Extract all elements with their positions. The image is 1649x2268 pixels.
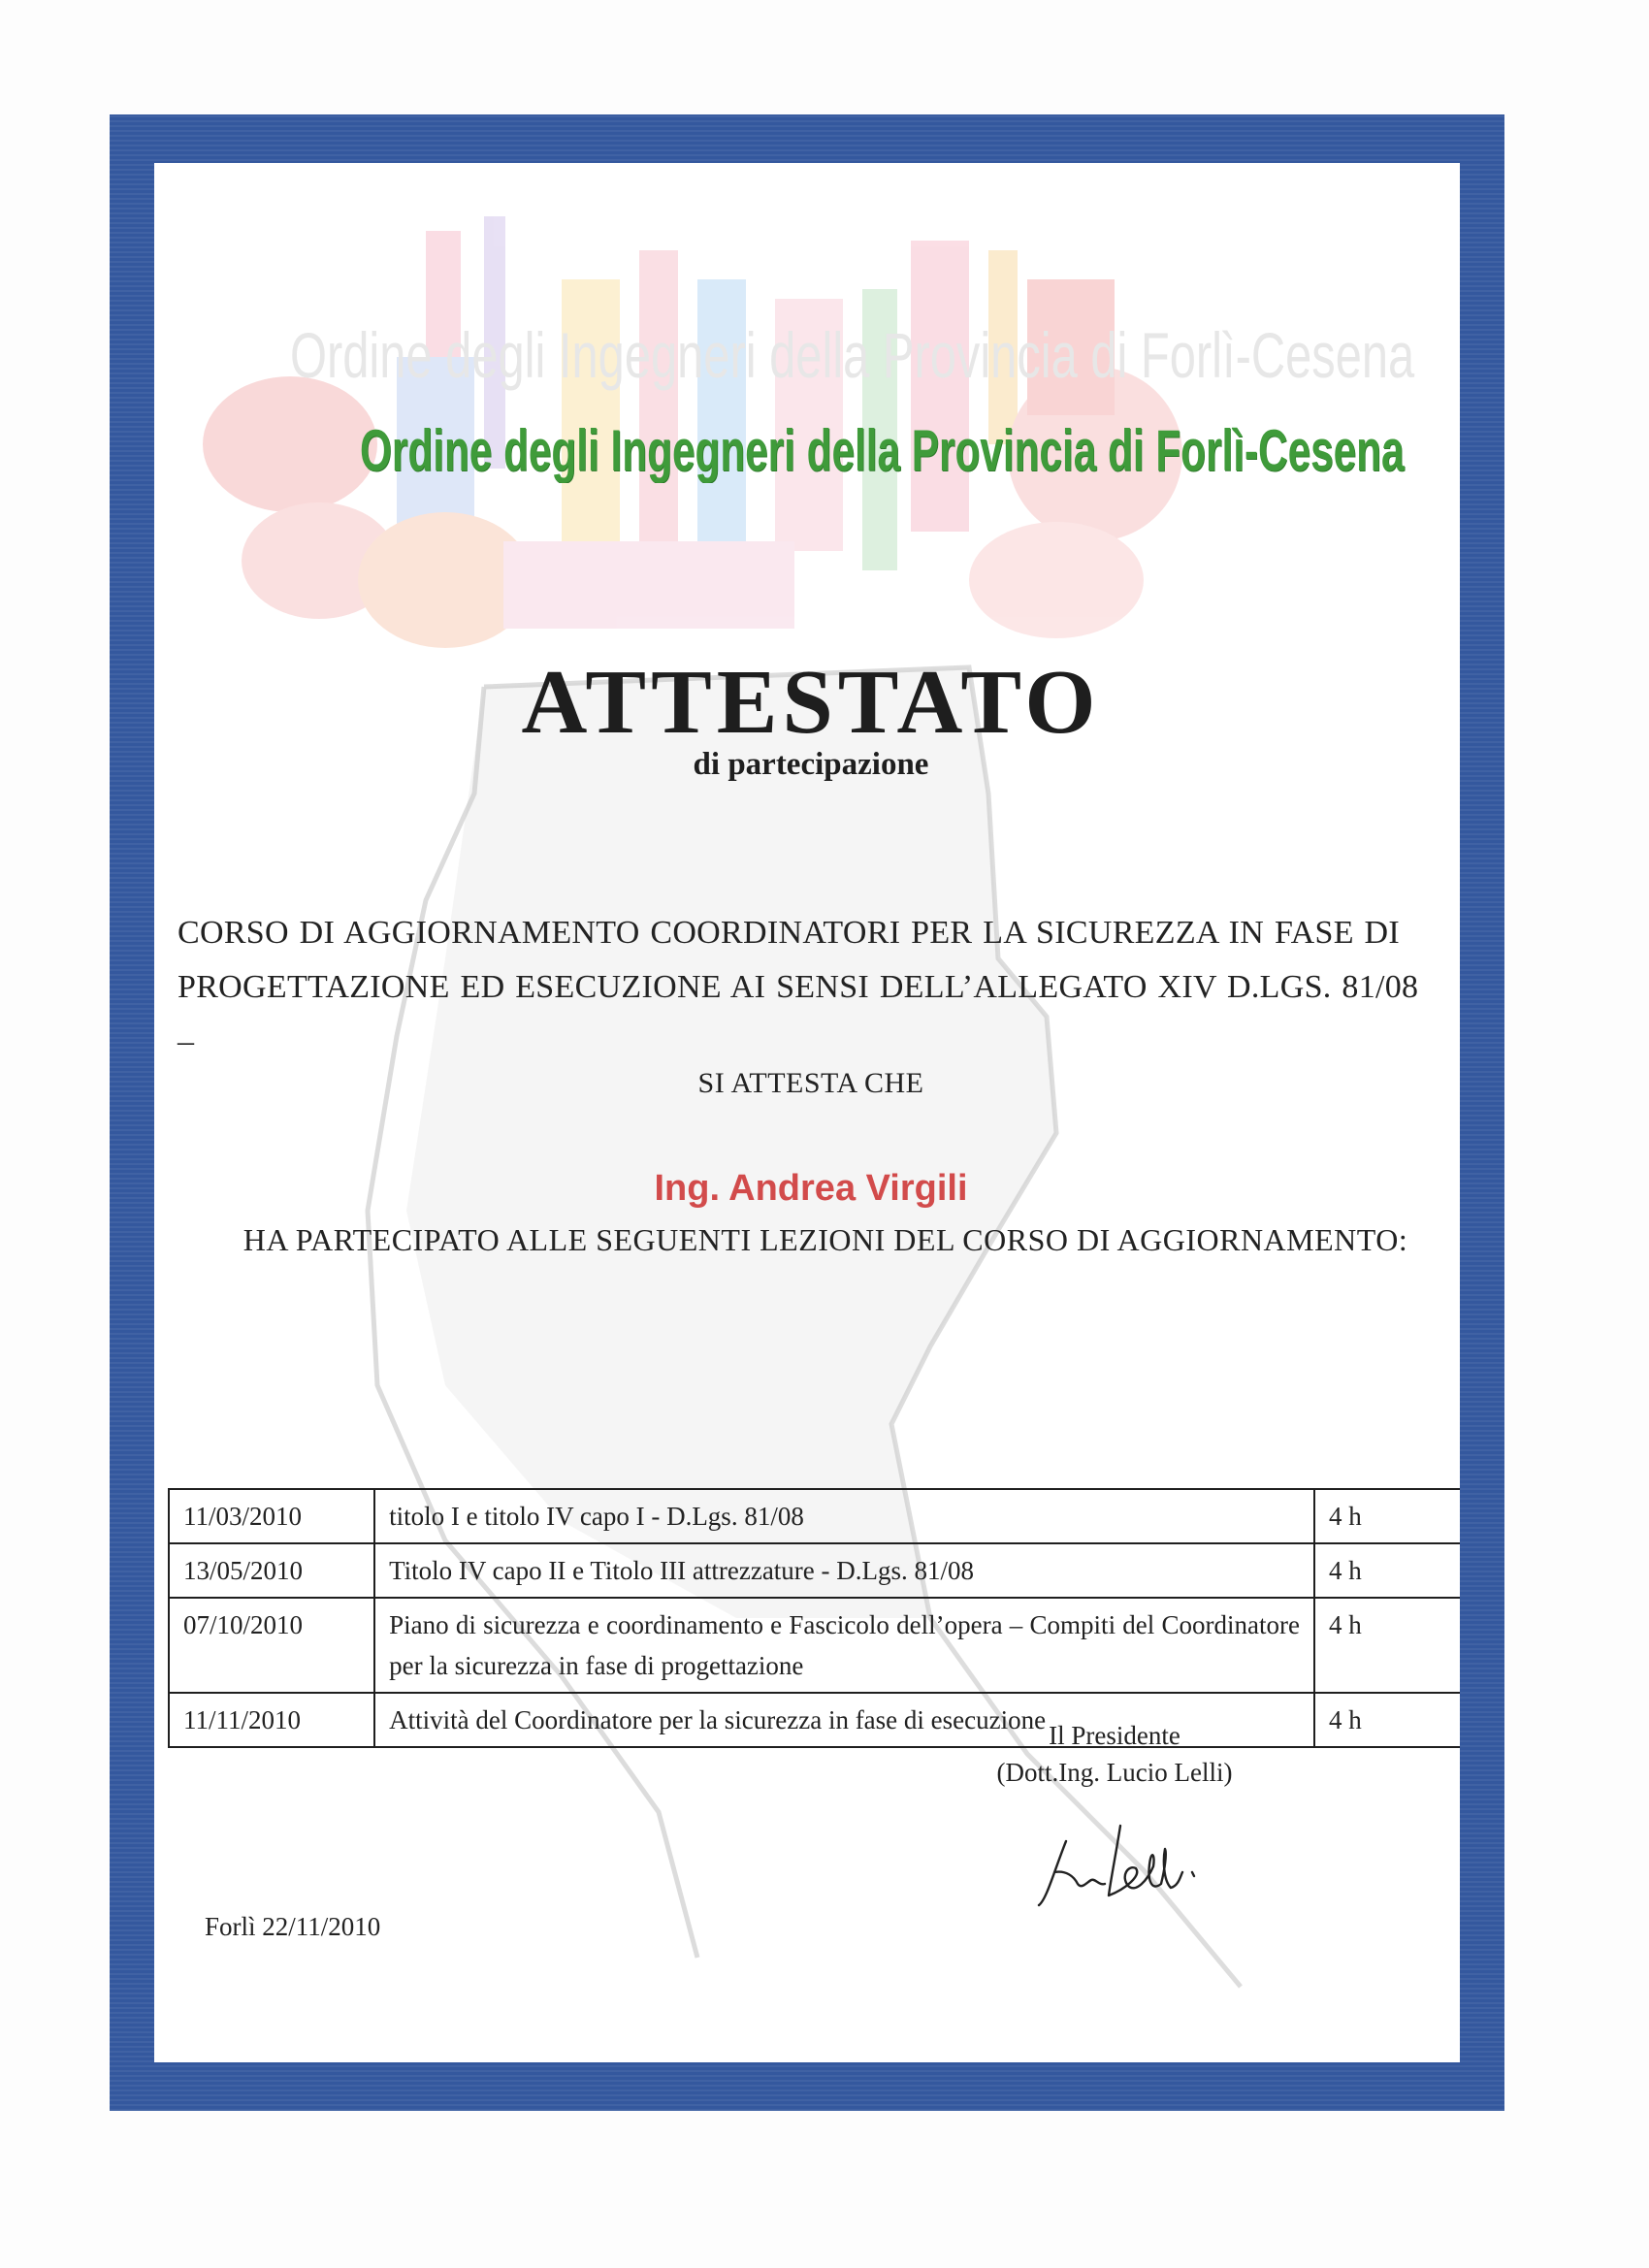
lesson-hours: 4 h bbox=[1314, 1543, 1460, 1598]
certificate-frame bbox=[110, 114, 1504, 2111]
course-description bbox=[178, 906, 1439, 1069]
recipient-name: Ing. Andrea Virgili bbox=[654, 1168, 968, 1209]
lesson-date: 11/11/2010 bbox=[169, 1693, 374, 1747]
place-and-date: Forlì 22/11/2010 bbox=[205, 1912, 381, 1941]
attest-statement: SI ATTESTA CHE bbox=[697, 1067, 924, 1099]
lesson-hours: 4 h bbox=[1314, 1489, 1460, 1543]
certificate-sheet bbox=[154, 163, 1460, 2062]
lesson-date: 07/10/2010 bbox=[169, 1598, 374, 1693]
signatory-block bbox=[921, 1717, 1309, 1791]
lesson-hours: 4 h bbox=[1314, 1598, 1460, 1693]
certificate-subtitle: di partecipazione bbox=[693, 747, 929, 782]
lesson-date: 13/05/2010 bbox=[169, 1543, 374, 1598]
lesson-topic: Attività del Coordinatore per la sicurezza in fase di esecuzione bbox=[374, 1693, 1314, 1747]
table-row bbox=[169, 1543, 1460, 1598]
lesson-topic: Piano di sicurezza e coordinamento e Fascicolo dell’opera – Compiti del Coordinatore per la sicurezza in fase di progettazione bbox=[374, 1598, 1314, 1693]
lesson-topic: titolo I e titolo IV capo I - D.Lgs. 81/08 bbox=[374, 1489, 1314, 1543]
table-row bbox=[169, 1489, 1460, 1543]
certificate-title: ATTESTATO bbox=[521, 652, 1101, 753]
table-row bbox=[169, 1598, 1460, 1693]
signatory-role: Il Presidente bbox=[1049, 1721, 1180, 1750]
participation-statement: HA PARTECIPATO ALLE SEGUENTI LEZIONI DEL CORSO DI AGGIORNAMENTO: bbox=[242, 1222, 1408, 1257]
course-line-1: CORSO DI AGGIORNAMENTO COORDINATORI PER LA SICUREZZA IN FASE DI bbox=[178, 915, 1401, 951]
signatory-name: (Dott.Ing. Lucio Lelli) bbox=[996, 1758, 1233, 1787]
course-line-2: PROGETTAZIONE ED ESECUZIONE AI SENSI DELL’ALLEGATO XIV D.LGS. 81/08 – bbox=[178, 969, 1419, 1059]
lessons-table bbox=[168, 1488, 1460, 1748]
handwritten-signature bbox=[1027, 1812, 1241, 1909]
org-title-ghost: Ordine degli Ingegneri della Provincia di Forlì-Cesena bbox=[290, 319, 1415, 391]
lesson-hours: 4 h bbox=[1314, 1693, 1460, 1747]
org-title: Ordine degli Ingegneri della Provincia di Forlì-Cesena bbox=[360, 418, 1405, 483]
lesson-date: 11/03/2010 bbox=[169, 1489, 374, 1543]
lesson-topic: Titolo IV capo II e Titolo III attrezzature - D.Lgs. 81/08 bbox=[374, 1543, 1314, 1598]
